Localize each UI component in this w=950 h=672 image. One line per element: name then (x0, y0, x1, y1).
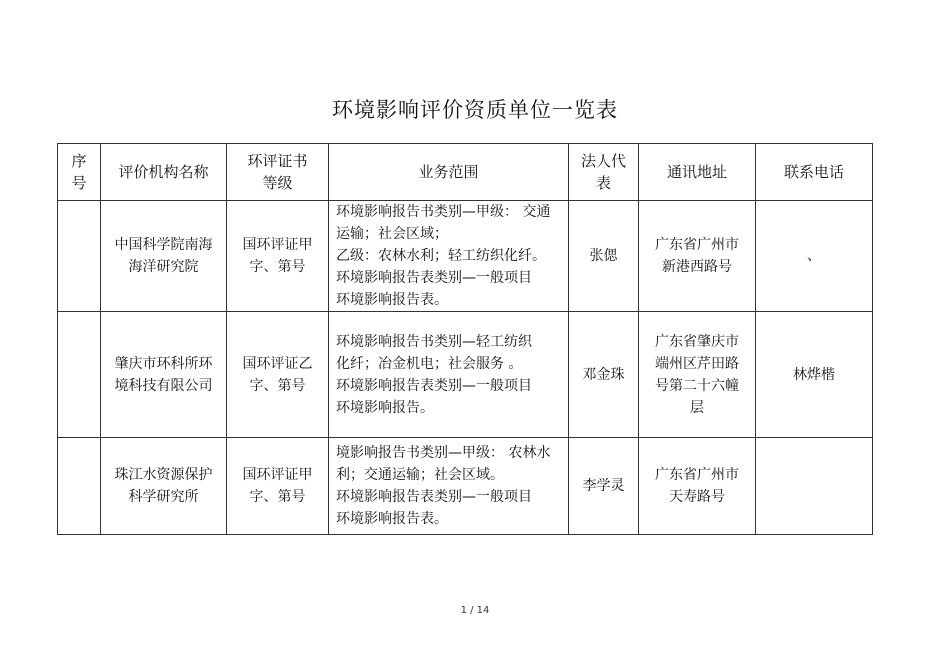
cell-text: 广东省广州市 (655, 467, 739, 483)
header-text: 法人代 (580, 152, 626, 170)
cell-text: 环境影响报告书类别—甲级： 交通 (336, 204, 551, 220)
cell-text: 国环评证甲 (242, 237, 313, 253)
header-text: 序 (71, 152, 87, 170)
cell-text: 境科技有限公司 (114, 377, 213, 394)
page-title: 环境影响评价资质单位一览表 (332, 98, 618, 122)
cell-phone (756, 438, 873, 535)
cell-org (101, 312, 227, 438)
table-header-row (58, 144, 873, 201)
cell-cert (227, 201, 329, 312)
cell-text: 环境影响报告书类别—轻工纺织 (336, 333, 532, 350)
cell-scope (329, 438, 569, 535)
table-row (58, 312, 873, 438)
cell-text: 字、第号 (249, 259, 306, 275)
cell-index (58, 312, 101, 438)
cell-text: 化纤；冶金机电；社会服务 。 (336, 355, 523, 372)
cell-addr (639, 438, 756, 535)
cell-text: 环境影响报告表类别—一般项目 (336, 270, 532, 286)
cell-text: 字、第号 (249, 489, 306, 505)
header-text: 环评证书 (247, 152, 308, 170)
cell-addr (639, 201, 756, 312)
cell-rep: 张偲 (569, 201, 639, 312)
header-cert (227, 144, 329, 201)
cell-text: 层 (690, 399, 704, 416)
table-row (58, 201, 873, 312)
cell-text: 环境影响报告表。 (336, 511, 448, 527)
cell-scope (329, 201, 569, 312)
cell-text: 新港西路号 (662, 259, 732, 275)
cell-rep: 邓金珠 (569, 312, 639, 438)
header-addr: 通讯地址 (639, 144, 756, 201)
header-index (58, 144, 101, 201)
cell-text: 环境影响报告表类别—一般项目 (336, 489, 532, 505)
cell-text: 境影响报告书类别—甲级： 农林水 (336, 445, 551, 461)
cell-text: 科学研究所 (128, 489, 199, 505)
cell-rep: 李学灵 (569, 438, 639, 535)
cell-text: 中国科学院南海 (114, 237, 213, 253)
cell-text: 广东省广州市 (655, 237, 739, 253)
qualification-table (57, 143, 873, 535)
cell-text: 环境影响报告表。 (336, 292, 448, 308)
header-rep (569, 144, 639, 201)
header-org: 评价机构名称 (101, 144, 227, 201)
cell-org (101, 201, 227, 312)
cell-scope (329, 312, 569, 438)
cell-phone: 、 (756, 201, 873, 312)
cell-text: 海洋研究院 (128, 259, 199, 275)
cell-text: 国环评证甲 (242, 467, 313, 483)
cell-text: 天寿路号 (669, 489, 725, 505)
page-number: 1 / 14 (460, 605, 490, 616)
cell-phone: 林烨楷 (756, 312, 873, 438)
cell-text: 利；交通运输；社会区域。 (336, 467, 504, 483)
header-text: 表 (595, 174, 611, 192)
cell-org (101, 438, 227, 535)
table-row (58, 438, 873, 535)
cell-text: 字、第号 (249, 377, 306, 394)
cell-text: 珠江水资源保护 (114, 467, 213, 483)
cell-text: 环境影响报告。 (336, 399, 434, 416)
header-text: 号 (71, 174, 87, 192)
cell-text: 端州区芹田路 (655, 355, 739, 372)
cell-text: 号第二十六幢 (655, 377, 739, 394)
cell-cert (227, 312, 329, 438)
cell-text: 国环评证乙 (242, 355, 313, 372)
cell-text: 乙级：农林水利；轻工纺织化纤。 (336, 248, 546, 264)
cell-text: 广东省肇庆市 (655, 333, 739, 350)
header-scope: 业务范围 (329, 144, 569, 201)
cell-index (58, 438, 101, 535)
header-phone: 联系电话 (756, 144, 873, 201)
cell-text: 环境影响报告表类别—一般项目 (336, 377, 532, 394)
cell-cert (227, 438, 329, 535)
cell-index (58, 201, 101, 312)
cell-addr (639, 312, 756, 438)
cell-text: 运输；社会区域； (336, 226, 448, 242)
cell-text: 肇庆市环科所环 (114, 355, 213, 372)
header-text: 等级 (262, 174, 293, 192)
